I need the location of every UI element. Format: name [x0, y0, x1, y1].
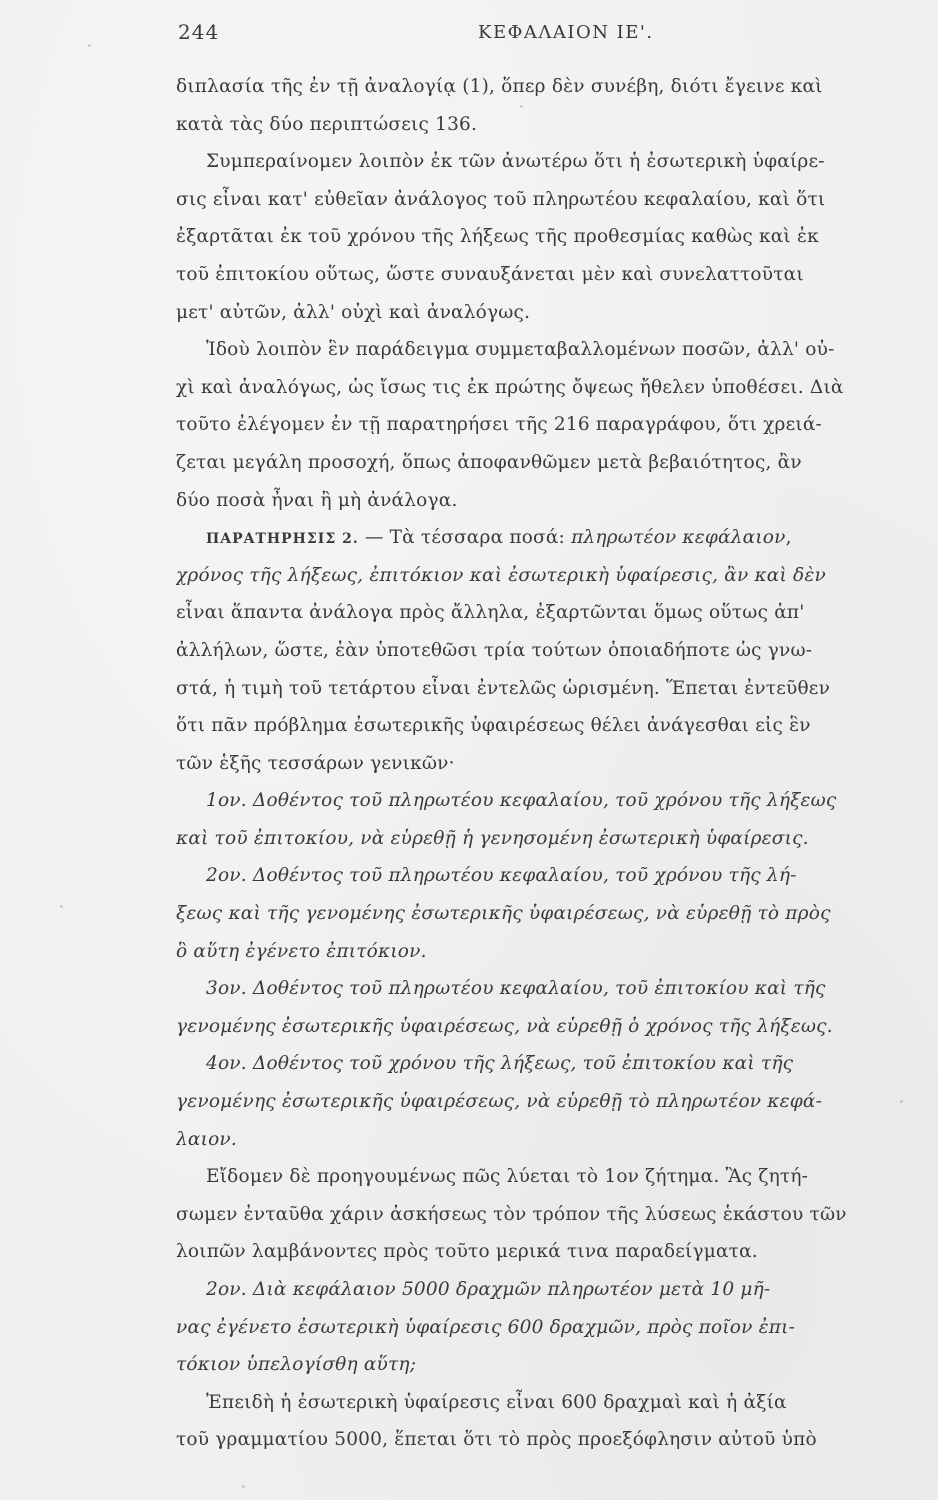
text-line: λοιπῶν λαμβάνοντες πρὸς τοῦτο μερικά τινα παραδείγματα.: [176, 1241, 758, 1263]
example-line: 2ον. Διὰ κεφάλαιον 5000 δραχμῶν πληρωτέον μετὰ 10 μῆ-: [206, 1279, 771, 1300]
text-line: σωμεν ἐνταῦθα χάριν ἀσκήσεως τὸν τρόπον τῆς λύσεως ἑκάστου τῶν: [176, 1203, 847, 1225]
text-line: εἶναι ἅπαντα ἀνάλογα πρὸς ἄλληλα, ἐξαρτῶνται ὅμως οὕτως ἀπ': [176, 602, 805, 624]
text-line: Ἰδοὺ λοιπὸν ἓν παράδειγμα συμμεταβαλλομένων ποσῶν, ἀλλ' οὐ-: [206, 339, 835, 361]
observation-text: Τὰ τέσσαρα ποσά:: [389, 527, 572, 549]
text-line: τοῦ ἐπιτοκίου οὕτως, ὥστε συναυξάνεται μὲν καὶ συνελαττοῦται: [176, 263, 804, 285]
body-text: [176, 68, 906, 1459]
text-line: διπλασία τῆς ἐν τῇ ἀναλογίᾳ (1), ὅπερ δὲν συνέβη, διότι ἔγεινε καὶ: [176, 76, 823, 97]
text-line: σις εἶναι κατ' εὐθεῖαν ἀνάλογος τοῦ πληρωτέου κεφαλαίου, καὶ ὅτι: [176, 188, 826, 210]
observation-label: ΠΑΡΑΤΗΡΗΣΙΣ 2.: [206, 531, 359, 548]
running-head: ΚΕΦΑΛΑΙΟΝ ΙΕ'.: [478, 22, 654, 43]
text-line: ἐξαρτᾶται ἐκ τοῦ χρόνου τῆς λήξεως τῆς προθεσμίας καθὼς καὶ ἐκ: [176, 226, 819, 248]
text-line: Συμπεραίνομεν λοιπὸν ἐκ τῶν ἀνωτέρω ὅτι ἡ ἐσωτερικὴ ὑφαίρε-: [206, 151, 825, 173]
case-line: ξεως καὶ τῆς γενομένης ἐσωτερικῆς ὑφαιρέσεως, νὰ εὑρεθῇ τὸ πρὸς: [176, 903, 831, 925]
observation-line: [176, 519, 906, 557]
case-line: 1ον. Δοθέντος τοῦ πληρωτέου κεφαλαίου, τοῦ χρόνου τῆς λήξεως: [206, 790, 837, 812]
text-line: στά, ἡ τιμὴ τοῦ τετάρτου εἶναι ἐντελῶς ὡρισμένη. Ἕπεται ἐντεῦθεν: [176, 677, 831, 699]
text-line: Εἴδομεν δὲ προηγουμένως πῶς λύεται τὸ 1ον ζήτημα. Ἂς ζητή-: [206, 1166, 809, 1188]
text-line: δύο ποσὰ ἦναι ἢ μὴ ἀνάλογα.: [176, 489, 458, 511]
text-line: ἀλλήλων, ὥστε, ἐὰν ὑποτεθῶσι τρία τούτων ὁποιαδήποτε ὡς γνω-: [176, 639, 813, 661]
paper-speck: [520, 105, 523, 108]
observation-italic: πληρωτέον κεφάλαιον: [571, 527, 786, 549]
text-line: χὶ καὶ ἀναλόγως, ὡς ἴσως τις ἐκ πρώτης ὄψεως ἤθελεν ὑποθέσει. Διὰ: [176, 376, 844, 398]
text-line: τοῦτο ἐλέγομεν ἐν τῇ παρατηρήσει τῆς 216 παραγράφου, ὅτι χρειά-: [176, 414, 823, 436]
text-line: τοῦ γραμματίου 5000, ἕπεται ὅτι τὸ πρὸς προεξόφλησιν αὐτοῦ ὑπὸ: [176, 1429, 817, 1451]
case-line: γενομένης ἐσωτερικῆς ὑφαιρέσεως, νὰ εὑρεθῇ ὁ χρόνος τῆς λήξεως.: [176, 1015, 833, 1037]
text-line: κατὰ τὰς δύο περιπτώσεις 136.: [176, 113, 478, 135]
paper-speck: [242, 1485, 245, 1488]
text-line: τῶν ἑξῆς τεσσάρων γενικῶν·: [176, 752, 455, 774]
observation-dash: —: [364, 527, 384, 549]
page-number: 244: [178, 20, 220, 44]
observation-end: ,: [785, 527, 792, 549]
paper-speck: [900, 1100, 903, 1103]
example-line: τόκιον ὑπελογίσθη αὕτη;: [176, 1354, 417, 1376]
case-line: 3ον. Δοθέντος τοῦ πληρωτέου κεφαλαίου, τοῦ ἐπιτοκίου καὶ τῆς: [206, 978, 826, 1000]
text-line: μετ' αὐτῶν, ἀλλ' οὐχὶ καὶ ἀναλόγως.: [176, 301, 531, 323]
case-line: γενομένης ἐσωτερικῆς ὑφαιρέσεως, νὰ εὑρεθῇ τὸ πληρωτέον κεφά-: [176, 1091, 823, 1113]
paper-speck: [88, 44, 91, 47]
case-line: ὃ αὕτη ἐγένετο ἐπιτόκιον.: [176, 940, 427, 962]
text-line: χρόνος τῆς λήξεως, ἐπιτόκιον καὶ ἐσωτερικὴ ὑφαίρεσις, ἂν καὶ δὲν: [176, 564, 826, 586]
text-line: Ἐπειδὴ ἡ ἐσωτερικὴ ὑφαίρεσις εἶναι 600 δραχμαὶ καὶ ἡ ἀξία: [206, 1391, 787, 1413]
case-line: 2ον. Δοθέντος τοῦ πληρωτέου κεφαλαίου, τοῦ χρόνου τῆς λή-: [206, 865, 797, 887]
case-line: λαιον.: [176, 1128, 237, 1150]
text-line: ὅτι πᾶν πρόβλημα ἐσωτερικῆς ὑφαιρέσεως θέλει ἀνάγεσθαι εἰς ἓν: [176, 715, 811, 737]
case-line: 4ον. Δοθέντος τοῦ χρόνου τῆς λήξεως, τοῦ ἐπιτοκίου καὶ τῆς: [206, 1053, 794, 1075]
text-line: ζεται μεγάλη προσοχή, ὅπως ἀποφανθῶμεν μετὰ βεβαιότητος, ἂν: [176, 451, 802, 473]
case-line: καὶ τοῦ ἐπιτοκίου, νὰ εὑρεθῇ ἡ γενησομένη ἐσωτερικὴ ὑφαίρεσις.: [176, 827, 809, 849]
paper-speck: [60, 905, 63, 908]
page-header: [178, 20, 908, 48]
example-line: νας ἐγένετο ἐσωτερικὴ ὑφαίρεσις 600 δραχμῶν, πρὸς ποῖον ἐπι-: [176, 1316, 796, 1338]
